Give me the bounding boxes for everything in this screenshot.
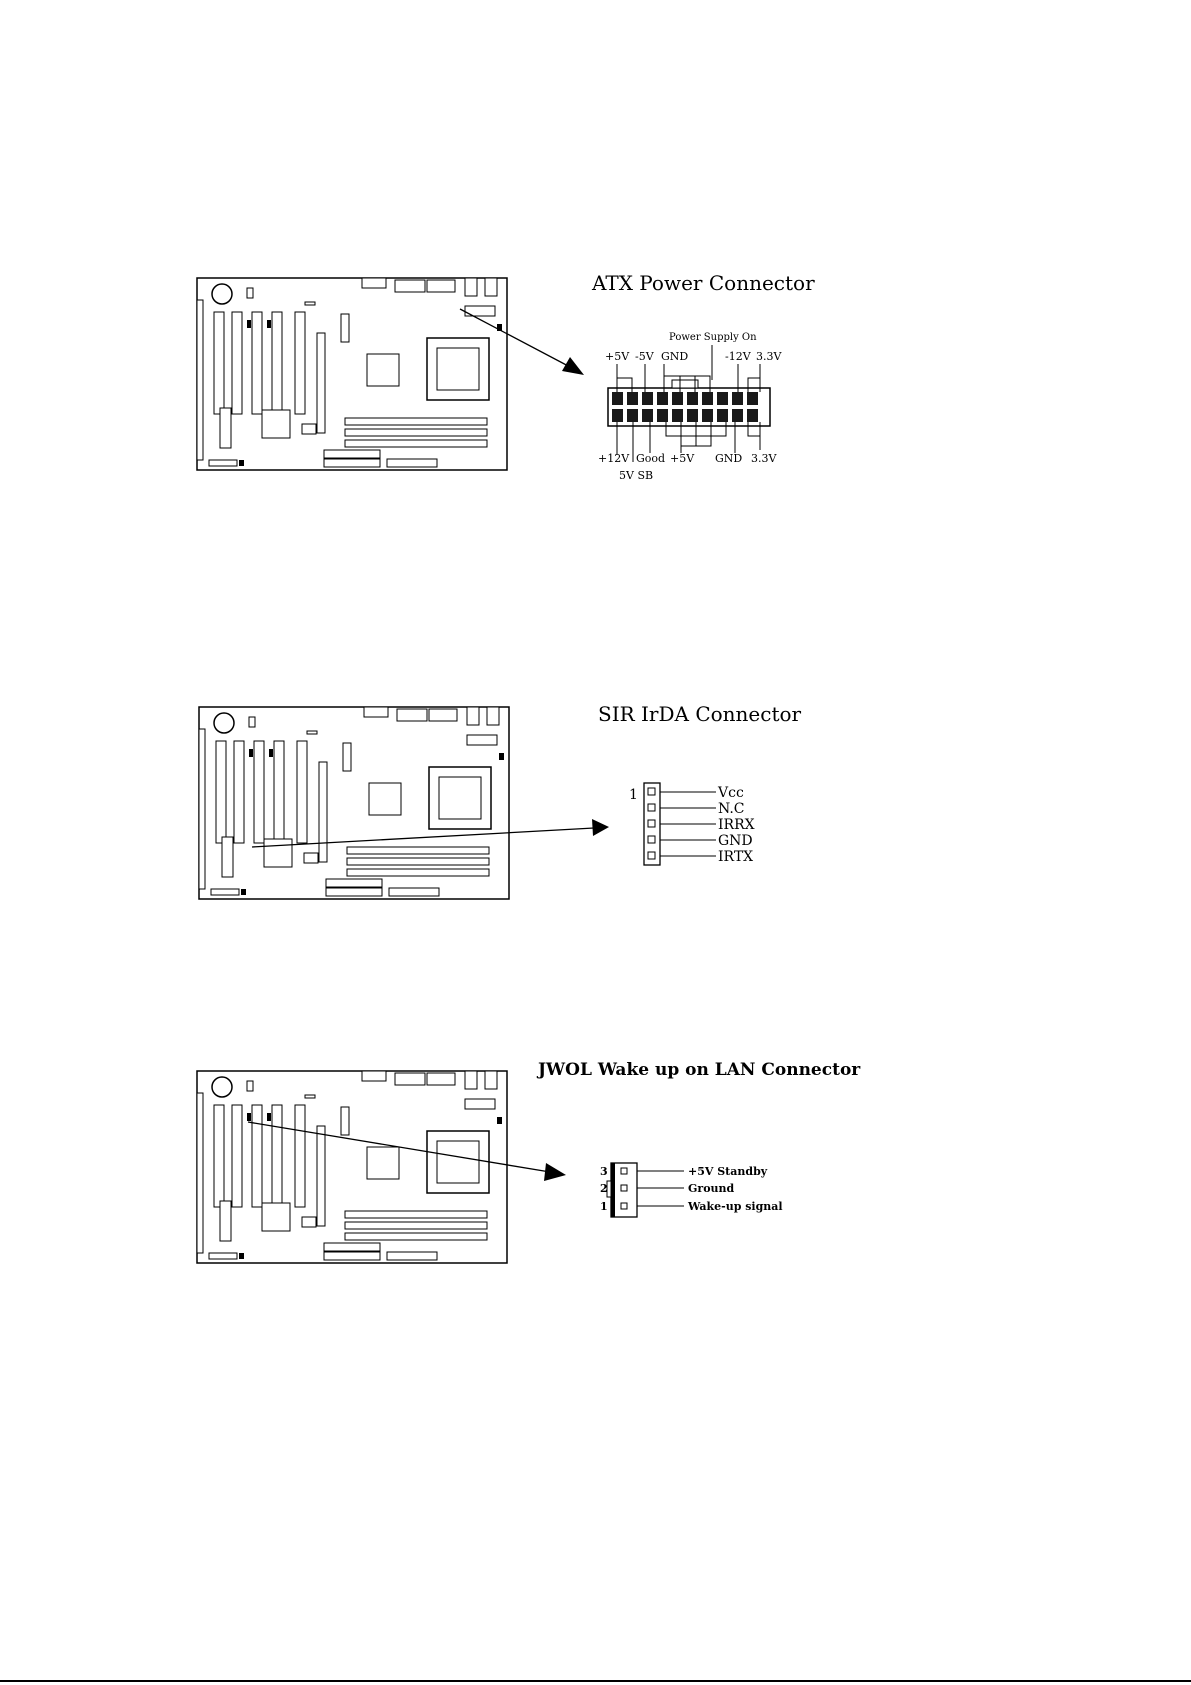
irda-pin-label: IRTX bbox=[718, 849, 754, 865]
motherboard-diagram-wol bbox=[197, 1071, 507, 1263]
arrowhead-icon bbox=[544, 1163, 566, 1181]
irda-pin-label: IRRX bbox=[718, 817, 755, 833]
atx-bottom-sub-label: 5V SB bbox=[619, 469, 654, 482]
wol-pin-number: 1 bbox=[600, 1200, 608, 1213]
atx-top-label: GND bbox=[661, 350, 689, 363]
page-bottom-rule bbox=[0, 1680, 1191, 1682]
arrowhead-icon bbox=[562, 357, 584, 375]
atx-title: ATX Power Connector bbox=[592, 271, 815, 295]
atx-top-label: +5V bbox=[605, 350, 630, 363]
wol-pin-label: Wake-up signal bbox=[688, 1200, 783, 1213]
wol-pin-number: 3 bbox=[600, 1165, 608, 1178]
irda-connector bbox=[644, 783, 716, 865]
wol-title: JWOL Wake up on LAN Connector bbox=[538, 1060, 861, 1080]
atx-section bbox=[197, 271, 815, 482]
arrowhead-icon bbox=[592, 819, 609, 836]
atx-supply-on-label: Power Supply On bbox=[669, 332, 757, 343]
atx-bottom-label: Good bbox=[636, 452, 666, 465]
irda-pin-one-marker: 1 bbox=[629, 787, 638, 803]
irda-pin-label: Vcc bbox=[718, 785, 744, 801]
wol-pin-label: Ground bbox=[688, 1182, 735, 1195]
motherboard-diagram-atx bbox=[197, 278, 507, 470]
atx-bottom-label: GND bbox=[715, 452, 743, 465]
irda-pin-label: N.C bbox=[718, 801, 745, 817]
atx-bottom-label: +5V bbox=[670, 452, 695, 465]
irda-title: SIR IrDA Connector bbox=[598, 702, 802, 726]
irda-section bbox=[199, 702, 802, 899]
wol-section bbox=[197, 1060, 861, 1263]
atx-bottom-label: 3.3V bbox=[751, 452, 777, 465]
atx-top-label: -5V bbox=[635, 350, 654, 363]
wol-pin-label: +5V Standby bbox=[688, 1165, 768, 1178]
atx-top-label: 3.3V bbox=[756, 350, 782, 363]
wol-connector bbox=[607, 1163, 684, 1217]
atx-top-label: -12V bbox=[725, 350, 751, 363]
irda-pin-label: GND bbox=[718, 833, 753, 849]
motherboard-diagram-irda bbox=[199, 707, 509, 899]
wol-pin-number: 2 bbox=[600, 1182, 608, 1195]
atx-bottom-label: +12V bbox=[598, 452, 630, 465]
